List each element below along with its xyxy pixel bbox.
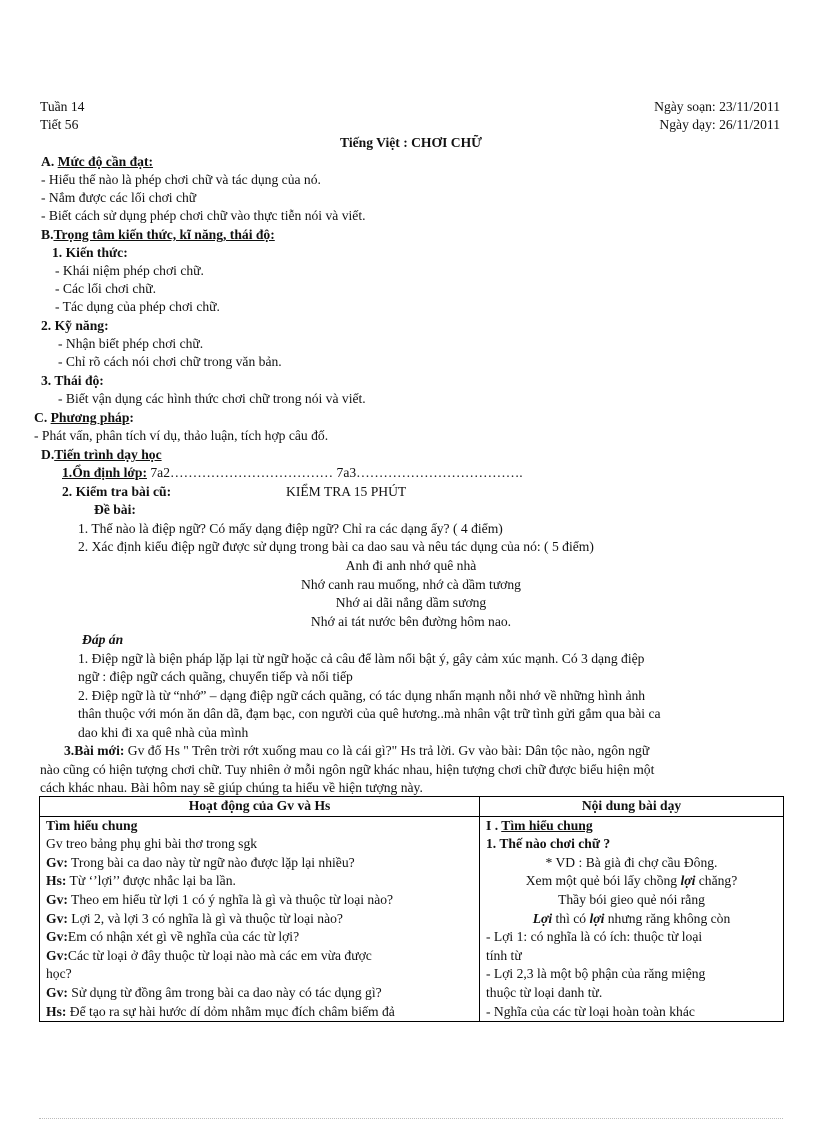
activity-line: Hs: Từ ‘’lợi’’ được nhắc lại ba lần. xyxy=(46,873,236,889)
knowledge-item: - Khái niệm phép chơi chữ. xyxy=(55,263,204,278)
answer-line: thân thuộc với món ăn dân dã, đạm bạc, con người của quê hương..mà nhân vật trữ tình gửi gắm qua bài ca xyxy=(78,706,661,721)
week-label: Tuần 14 xyxy=(40,99,85,114)
content-cell xyxy=(480,816,784,1022)
section-a-heading: A. Mức độ cần đạt: xyxy=(41,154,154,169)
activities-heading: Tìm hiểu chung xyxy=(46,817,138,833)
example-line: Lợi thì có lợi nhưng răng không còn xyxy=(532,910,731,926)
knowledge-title: 1. Kiến thức: xyxy=(52,245,128,260)
activity-line: Gv treo bảng phụ ghi bài thơ trong sgk xyxy=(46,836,258,852)
exam-title: Đề bài: xyxy=(94,502,136,517)
class-check-line: 1.Ổn định lớp: 7a2……………………………… 7a3………………………………. xyxy=(62,465,523,480)
new-lesson-line: nào cũng có hiện tượng chơi chữ. Tuy nhiên ở mỗi ngôn ngữ khác nhau, hiện tượng chơi chữ được biểu hiện một xyxy=(40,762,655,777)
section-a-item: - Biết cách sử dụng phép chơi chữ vào thực tiễn nói và viết. xyxy=(41,208,366,223)
knowledge-item: - Các lối chơi chữ. xyxy=(55,281,156,296)
attitude-item: - Biết vận dụng các hình thức chơi chữ trong nói và viết. xyxy=(58,391,366,406)
activity-line: Gv: Theo em hiểu từ lợi 1 có ý nghĩa là gì và thuộc từ loại nào? xyxy=(46,891,394,907)
table-row xyxy=(40,816,784,1022)
page-bottom-divider xyxy=(39,1118,783,1119)
skills-title: 2. Kỹ năng: xyxy=(41,318,109,333)
prep-date: Ngày soạn: 23/11/2011 xyxy=(654,99,780,114)
lesson-number: Tiết 56 xyxy=(40,117,79,132)
example-line: Thầy bói gieo quẻ nói rằng xyxy=(558,891,705,907)
old-lesson-check: 2. Kiểm tra bài cũ: xyxy=(62,484,172,499)
skills-item: - Chỉ rõ cách nói chơi chữ trong văn bản. xyxy=(58,354,282,369)
answer-line: dao khi đi xa quê nhà của mình xyxy=(78,725,249,740)
example-line: Xem một quẻ bói lấy chồng lợi chăng? xyxy=(525,873,738,889)
col-content-header: Nội dung bài dạy xyxy=(480,797,784,817)
answer-title: Đáp án xyxy=(82,632,124,647)
section-a-item: - Hiểu thế nào là phép chơi chữ và tác dụng của nó. xyxy=(41,172,321,187)
content-note: tính từ xyxy=(486,947,522,963)
lesson-table xyxy=(39,796,784,1022)
knowledge-item: - Tác dụng của phép chơi chữ. xyxy=(55,299,220,314)
activity-line: Gv: Sử dụng từ đồng âm trong bài ca dao này có tác dụng gì? xyxy=(46,984,382,1000)
answer-line: 2. Điệp ngữ là từ “nhớ” – dạng điệp ngữ cách quãng, có tác dụng nhấn mạnh nỗi nhớ về những hình ảnh xyxy=(78,688,646,703)
test-label: KIỂM TRA 15 PHÚT xyxy=(286,484,407,499)
answer-line: ngữ : điệp ngữ cách quãng, chuyển tiếp và nối tiếp xyxy=(78,669,353,684)
poem-line: Nhớ canh rau muống, nhớ cà dầm tương xyxy=(301,577,521,592)
answer-line: 1. Điệp ngữ là biện pháp lặp lại từ ngữ hoặc cả câu để làm nổi bật ý, gây cảm xúc mạnh. Có 3 dạng điệp xyxy=(78,651,645,666)
activity-line: Gv: Lợi 2, và lợi 3 có nghĩa là gì và thuộc từ loại nào? xyxy=(46,910,343,926)
section-c-heading: C. Phương pháp: xyxy=(34,410,134,425)
activities-cell xyxy=(40,816,480,1022)
poem-line: Anh đi anh nhớ quê nhà xyxy=(345,558,477,573)
content-note: - Lợi 2,3 là một bộ phận của răng miệng xyxy=(486,966,706,982)
activity-line: học? xyxy=(46,966,72,982)
skills-item: - Nhận biết phép chơi chữ. xyxy=(58,336,204,351)
new-lesson-line: 3.Bài mới: Gv đố Hs " Trên trời rớt xuống mau co là cái gì?" Hs trả lời. Gv vào bài: Dân tộc nào, ngôn ngữ xyxy=(64,743,650,758)
attitude-title: 3. Thái độ: xyxy=(41,373,104,388)
page-title: Tiếng Việt : CHƠI CHỮ xyxy=(340,135,482,150)
table-header-row xyxy=(40,797,784,817)
exam-question: 1. Thế nào là điệp ngữ? Có mấy dạng điệp ngữ? Chỉ ra các dạng ấy? ( 4 điểm) xyxy=(78,521,503,536)
teach-date: Ngày dạy: 26/11/2011 xyxy=(659,117,780,132)
new-lesson-line: cách khác nhau. Bài hôm nay sẽ giúp chúng ta hiểu về hiện tượng này. xyxy=(40,780,423,795)
activity-line: Gv:Các từ loại ở đây thuộc từ loại nào mà các em vừa được xyxy=(46,947,372,963)
content-note: - Nghĩa của các từ loại hoàn toàn khác xyxy=(486,1003,695,1019)
content-heading: I . Tìm hiểu chung xyxy=(486,817,593,833)
section-b-heading: B.Trọng tâm kiến thức, kĩ năng, thái độ: xyxy=(41,227,275,242)
content-subheading: 1. Thế nào chơi chữ ? xyxy=(486,836,611,852)
poem-line: Nhớ ai tát nước bên đường hôm nao. xyxy=(310,614,512,629)
activity-line: Hs: Để tạo ra sự hài hước dí dỏm nhằm mục đích châm biếm đả xyxy=(46,1003,395,1019)
section-c-item: - Phát vấn, phân tích ví dụ, thảo luận, tích hợp câu đố. xyxy=(34,428,329,443)
section-d-heading: D.Tiến trình dạy học xyxy=(41,447,162,462)
col-activities-header: Hoạt động của Gv và Hs xyxy=(40,797,480,817)
example-line: * VD : Bà già đi chợ cầu Đông. xyxy=(545,854,718,870)
poem-line: Nhớ ai dãi nắng dầm sương xyxy=(335,595,487,610)
activity-line: Gv: Trong bài ca dao này từ ngữ nào được lặp lại nhiều? xyxy=(46,854,355,870)
section-a-item: - Nắm được các lối chơi chữ xyxy=(41,190,197,205)
content-note: - Lợi 1: có nghĩa là có ích: thuộc từ loại xyxy=(486,929,703,945)
exam-question: 2. Xác định kiểu điệp ngữ được sử dụng trong bài ca dao sau và nêu tác dụng của nó: ( 5 điểm) xyxy=(78,539,594,554)
activity-line: Gv:Em có nhận xét gì về nghĩa của các từ lợi? xyxy=(46,929,300,945)
content-note: thuộc từ loại danh từ. xyxy=(486,984,603,1000)
